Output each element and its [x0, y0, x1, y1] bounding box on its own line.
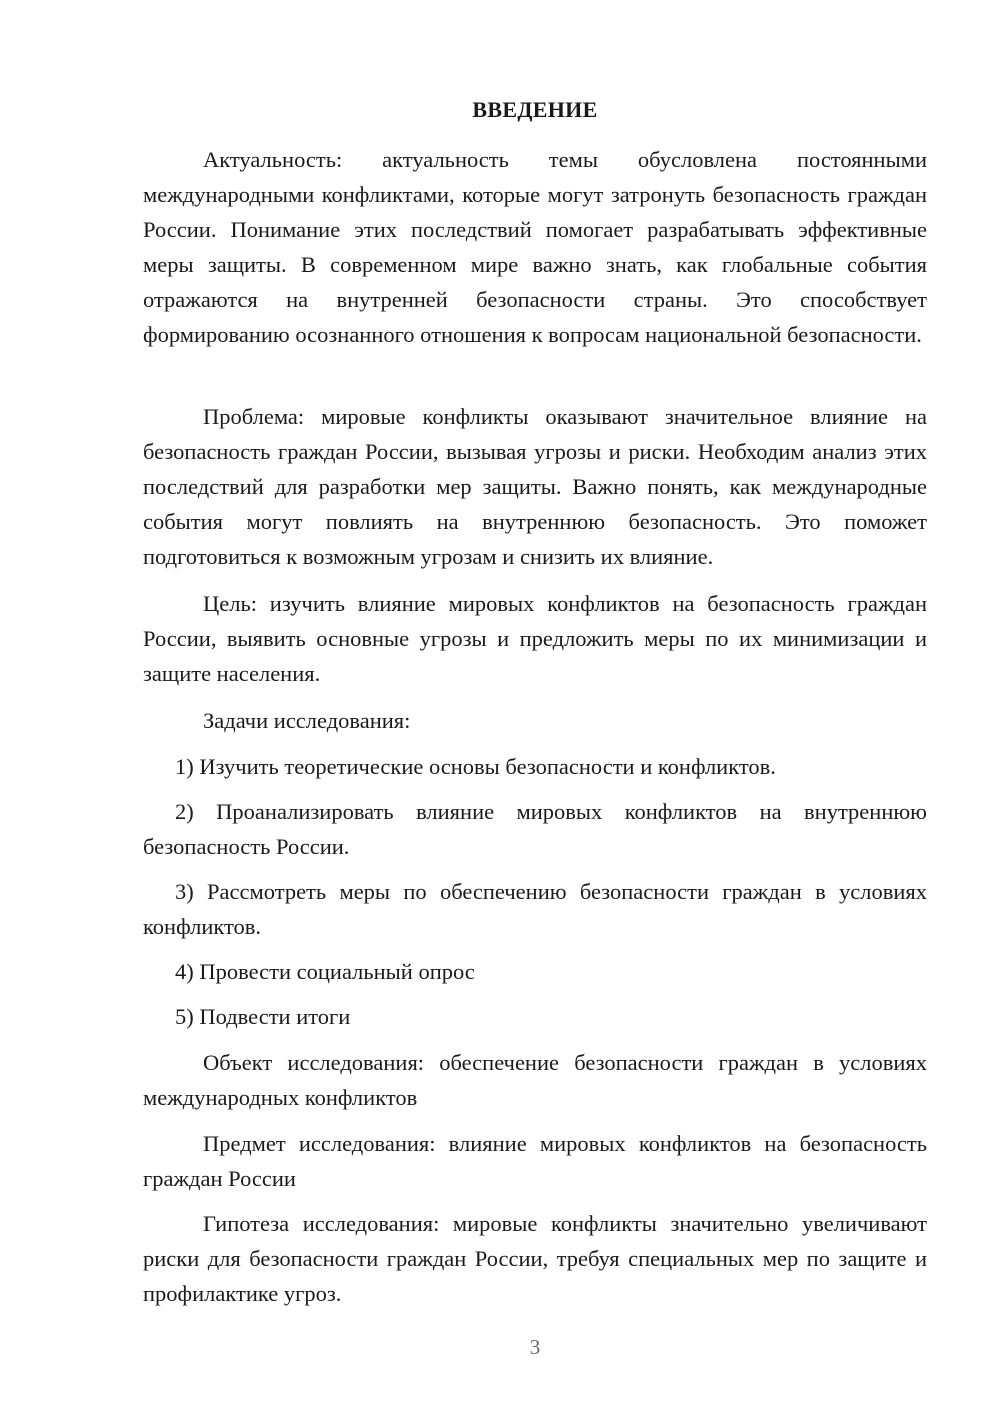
task-item-4: 4) Провести социальный опрос	[175, 959, 475, 984]
paragraph-problem: Проблема: мировые конфликты оказывают значительное влияние на безопасность граждан России, вызывая угрозы и риски. Необходим анализ этих последствий для разработки мер защиты. Важно понять, как международные события могут повлиять на внутреннюю безопасность. Это поможет подготовиться к возможным угрозам и снизить их влияние.	[143, 404, 927, 569]
tasks-title: Задачи исследования:	[203, 708, 411, 733]
paragraph-subject: Предмет исследования: влияние мировых конфликтов на безопасность граждан России	[143, 1131, 927, 1191]
page-number: 3	[529, 1335, 541, 1359]
paragraph-relevance: Актуальность: актуальность темы обусловлена постоянными международными конфликтами, которые могут затронуть безопасность граждан России. Понимание этих последствий помогает разрабатывать эффективные меры защиты. В современном мире важно знать, как глобальные события отражаются на внутренней безопасности страны. Это способствует формированию осознанного отношения к вопросам национальной безопасности.	[143, 147, 927, 347]
page-title: ВВЕДЕНИЕ	[472, 97, 598, 122]
paragraph-goal: Цель: изучить влияние мировых конфликтов на безопасность граждан России, выявить основные угрозы и предложить меры по их минимизации и защите населения.	[143, 591, 927, 686]
task-item-1: 1) Изучить теоретические основы безопасности и конфликтов.	[175, 754, 776, 779]
paragraph-object: Объект исследования: обеспечение безопасности граждан в условиях международных конфликтов	[143, 1050, 927, 1110]
task-item-2: 2) Проанализировать влияние мировых конфликтов на внутреннюю безопасность России.	[143, 799, 927, 859]
task-item-3: 3) Рассмотреть меры по обеспечению безопасности граждан в условиях конфликтов.	[143, 879, 927, 939]
task-item-5: 5) Подвести итоги	[175, 1004, 351, 1029]
paragraph-hypothesis: Гипотеза исследования: мировые конфликты значительно увеличивают риски для безопасности граждан России, требуя специальных мер по защите и профилактике угроз.	[143, 1211, 927, 1306]
